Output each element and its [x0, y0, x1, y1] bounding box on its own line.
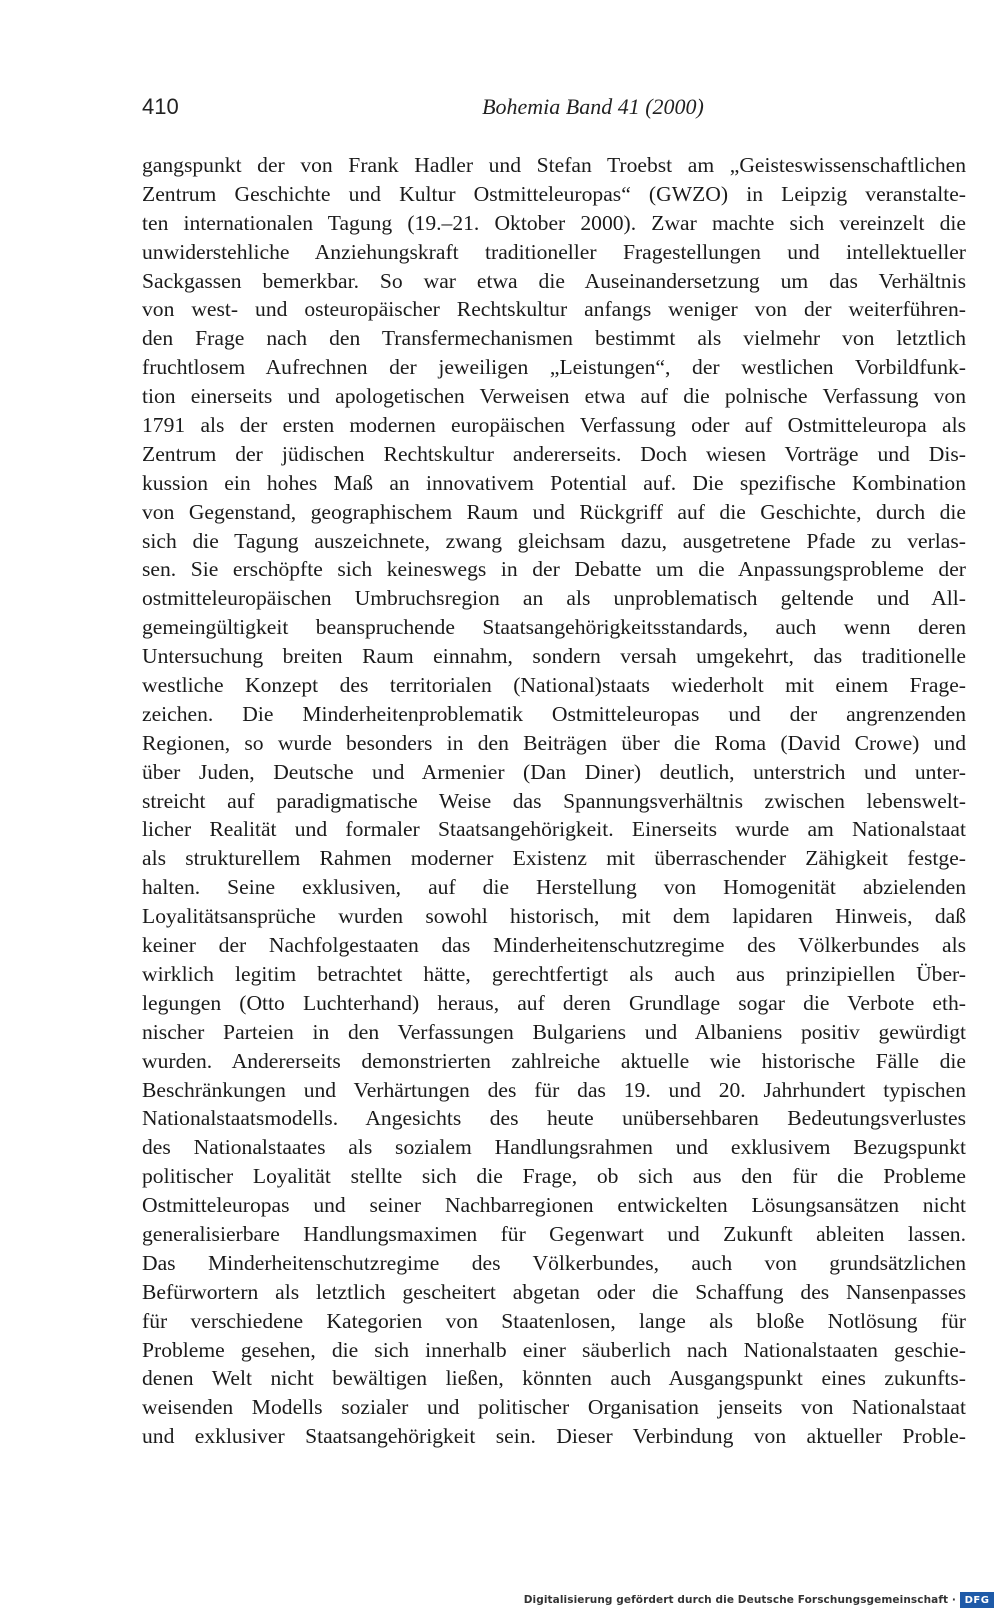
dfg-logo-icon: DFG — [960, 1592, 994, 1608]
text-line: Zentrum der jüdischen Rechtskultur andererseits. Doch wiesen Vorträge und Dis- — [142, 441, 966, 466]
body-text — [142, 151, 966, 1451]
text-line: des Nationalstaates als sozialem Handlungsrahmen und exklusivem Bezugspunkt — [142, 1135, 966, 1160]
text-line: generalisierbare Handlungsmaximen für Gegenwart und Zukunft ableiten lassen. — [142, 1221, 966, 1246]
text-line: kussion ein hohes Maß an innovativem Potential auf. Die spezifische Kombination — [142, 470, 966, 495]
text-line: streicht auf paradigmatische Weise das Spannungsverhältnis zwischen lebenswelt- — [142, 788, 966, 813]
text-line: unwiderstehliche Anziehungskraft traditioneller Fragestellungen und intellektueller — [142, 239, 966, 264]
text-line: tion einerseits und apologetischen Verweisen etwa auf die polnische Verfassung von — [142, 384, 966, 409]
text-line: Loyalitätsansprüche wurden sowohl historisch, mit dem lapidaren Hinweis, daß — [142, 904, 966, 929]
text-line: ostmitteleuropäischen Umbruchsregion an als unproblematisch geltende und All- — [142, 586, 966, 611]
text-line: fruchtlosem Aufrechnen der jeweiligen „Leistungen“, der westlichen Vorbildfunk- — [142, 355, 966, 380]
text-line: gemeingültigkeit beanspruchende Staatsangehörigkeitsstandards, auch wenn deren — [142, 615, 966, 640]
text-line: Untersuchung breiten Raum einnahm, sondern versah umgekehrt, das traditionelle — [142, 644, 966, 669]
text-line: von west- und osteuropäischer Rechtskultur anfangs weniger von der weiterführen- — [142, 297, 966, 322]
text-line: über Juden, Deutsche und Armenier (Dan Diner) deutlich, unterstrich und unter- — [142, 759, 966, 784]
text-line: zeichen. Die Minderheitenproblematik Ostmitteleuropas und der angrenzenden — [142, 701, 966, 726]
footer-credit: Digitalisierung gefördert durch die Deutsche Forschungsgemeinschaft · — [523, 1594, 956, 1606]
text-line: und exklusiver Staatsangehörigkeit sein. Dieser Verbindung von aktueller Proble- — [142, 1424, 966, 1449]
text-line: Ostmitteleuropas und seiner Nachbarregionen entwickelten Lösungsansätzen nicht — [142, 1193, 966, 1218]
text-line: für verschiedene Kategorien von Staatenlosen, lange als bloße Notlösung für — [142, 1308, 966, 1333]
text-line: Zentrum Geschichte und Kultur Ostmitteleuropas“ (GWZO) in Leipzig veranstalte- — [142, 181, 966, 206]
running-title: Bohemia Band 41 (2000) — [482, 94, 704, 119]
text-line: als strukturellem Rahmen moderner Existenz mit überraschender Zähigkeit festge- — [142, 846, 966, 871]
text-line: wurden. Andererseits demonstrierten zahlreiche aktuelle wie historische Fälle die — [142, 1048, 966, 1073]
text-line: Regionen, so wurde besonders in den Beiträgen über die Roma (David Crowe) und — [142, 730, 966, 755]
text-line: weisenden Modells sozialer und politischer Organisation jenseits von Nationalstaat — [142, 1395, 966, 1420]
text-line: licher Realität und formaler Staatsangehörigkeit. Einerseits wurde am Nationalstaat — [142, 817, 966, 842]
text-line: Beschränkungen und Verhärtungen des für das 19. und 20. Jahrhundert typischen — [142, 1077, 966, 1102]
text-line: keiner der Nachfolgestaaten das Minderheitenschutzregime des Völkerbundes als — [142, 933, 966, 958]
text-line: politischer Loyalität stellte sich die Frage, ob sich aus den für die Probleme — [142, 1164, 966, 1189]
text-line: halten. Seine exklusiven, auf die Herstellung von Homogenität abzielenden — [142, 875, 966, 900]
text-line: sich die Tagung auszeichnete, zwang gleichsam dazu, ausgetretene Pfade zu verlas- — [142, 528, 966, 553]
text-line: ten internationalen Tagung (19.–21. Oktober 2000). Zwar machte sich vereinzelt die — [142, 210, 966, 235]
page-number: 410 — [142, 94, 179, 119]
text-line: westliche Konzept des territorialen (National)staats wiederholt mit einem Frage- — [142, 673, 966, 698]
text-line: Probleme gesehen, die sich innerhalb einer säuberlich nach Nationalstaaten geschie- — [142, 1337, 966, 1362]
text-line: Nationalstaatsmodells. Angesichts des heute unübersehbaren Bedeutungsverlustes — [142, 1106, 966, 1131]
text-line: sen. Sie erschöpfte sich keineswegs in der Debatte um die Anpassungsprobleme der — [142, 557, 966, 582]
digitization-footer — [524, 1589, 1000, 1611]
text-line: Das Minderheitenschutzregime des Völkerbundes, auch von grundsätzlichen — [142, 1250, 966, 1275]
text-line: legungen (Otto Luchterhand) heraus, auf deren Grundlage sogar die Verbote eth- — [142, 990, 966, 1015]
text-line: nischer Parteien in den Verfassungen Bulgariens und Albaniens positiv gewürdigt — [142, 1019, 966, 1044]
page-header — [142, 94, 964, 130]
text-line: Befürwortern als letztlich gescheitert abgetan oder die Schaffung des Nansenpasses — [142, 1279, 966, 1304]
text-line: denen Welt nicht bewältigen ließen, könnten auch Ausgangspunkt eines zukunfts- — [142, 1366, 966, 1391]
text-line: gangspunkt der von Frank Hadler und Stefan Troebst am „Geisteswissenschaftlichen — [142, 153, 966, 177]
text-line: den Frage nach den Transfermechanismen bestimmt als vielmehr von letztlich — [142, 326, 966, 351]
text-line: von Gegenstand, geographischem Raum und Rückgriff auf die Geschichte, durch die — [142, 499, 966, 524]
text-line: Sackgassen bemerkbar. So war etwa die Auseinandersetzung um das Verhältnis — [142, 268, 966, 293]
text-line: 1791 als der ersten modernen europäischen Verfassung oder auf Ostmitteleuropa als — [142, 413, 966, 438]
text-line: wirklich legitim betrachtet hätte, gerechtfertigt als auch aus prinzipiellen Über- — [142, 961, 966, 986]
